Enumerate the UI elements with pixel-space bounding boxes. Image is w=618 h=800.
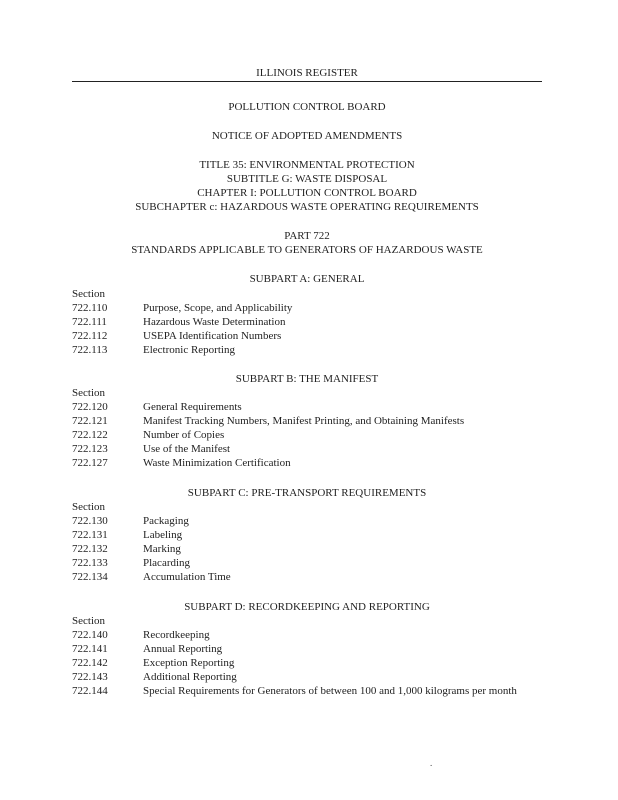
section-number: 722.132 <box>72 543 108 555</box>
section-number: 722.142 <box>72 657 108 669</box>
section-label: Section <box>72 288 105 300</box>
section-number: 722.112 <box>72 330 108 342</box>
section-title: Hazardous Waste Determination <box>143 316 286 328</box>
header-rule <box>72 81 542 82</box>
section-row <box>72 315 532 329</box>
section-title: Special Requirements for Generators of between 100 and 1,000 kilograms per month <box>143 685 517 697</box>
section-title: USEPA Identification Numbers <box>143 330 282 342</box>
section-list <box>72 301 532 357</box>
section-label: Section <box>72 501 105 513</box>
section-title: Additional Reporting <box>143 671 237 683</box>
section-title: Waste Minimization Certification <box>143 457 291 469</box>
section-number: 722.110 <box>72 302 108 314</box>
section-number: 722.134 <box>72 571 108 583</box>
section-row <box>72 414 532 428</box>
section-row <box>72 428 532 442</box>
subpart-heading: SUBPART A: GENERAL <box>249 273 365 285</box>
subpart-heading: SUBPART C: PRE-TRANSPORT REQUIREMENTS <box>187 487 427 499</box>
section-number: 722.127 <box>72 457 108 469</box>
part-title: STANDARDS APPLICABLE TO GENERATORS OF HAZARDOUS WASTE <box>131 244 483 256</box>
section-number: 722.131 <box>72 529 108 541</box>
section-row <box>72 442 532 456</box>
section-number: 722.144 <box>72 685 108 697</box>
section-title: Placarding <box>143 557 191 569</box>
section-row <box>72 329 532 343</box>
section-row <box>72 642 532 656</box>
section-number: 722.113 <box>72 344 108 356</box>
section-row <box>72 514 532 528</box>
subchapter-line: SUBCHAPTER c: HAZARDOUS WASTE OPERATING REQUIREMENTS <box>135 201 479 213</box>
section-title: Labeling <box>143 529 183 541</box>
section-number: 722.140 <box>72 629 108 641</box>
section-row <box>72 684 532 698</box>
section-row <box>72 301 532 315</box>
section-label: Section <box>72 387 105 399</box>
section-title: Use of the Manifest <box>143 443 231 455</box>
section-title: Number of Copies <box>143 429 225 441</box>
section-row <box>72 556 532 570</box>
section-number: 722.143 <box>72 671 108 683</box>
section-number: 722.123 <box>72 443 108 455</box>
section-title: Packaging <box>143 515 189 527</box>
section-label: Section <box>72 615 105 627</box>
section-number: 722.122 <box>72 429 108 441</box>
section-row <box>72 628 532 642</box>
section-number: 722.141 <box>72 643 108 655</box>
part-number: PART 722 <box>284 230 330 242</box>
title-line: TITLE 35: ENVIRONMENTAL PROTECTION <box>199 159 415 171</box>
section-row <box>72 528 532 542</box>
section-list <box>72 628 532 698</box>
section-number: 722.111 <box>72 316 107 328</box>
section-row <box>72 542 532 556</box>
section-row <box>72 570 532 584</box>
section-title: Purpose, Scope, and Applicability <box>143 302 293 314</box>
page-mark: . <box>430 758 433 768</box>
section-title: Annual Reporting <box>143 643 223 655</box>
section-number: 722.130 <box>72 515 108 527</box>
subtitle-line: SUBTITLE G: WASTE DISPOSAL <box>226 173 388 185</box>
section-title: Exception Reporting <box>143 657 235 669</box>
section-row <box>72 343 532 357</box>
register-header: ILLINOIS REGISTER <box>256 67 358 79</box>
chapter-line: CHAPTER I: POLLUTION CONTROL BOARD <box>197 187 417 199</box>
section-row <box>72 456 532 470</box>
section-title: General Requirements <box>143 401 242 413</box>
section-row <box>72 670 532 684</box>
section-title: Manifest Tracking Numbers, Manifest Printing, and Obtaining Manifests <box>143 415 465 427</box>
section-list <box>72 400 532 470</box>
section-number: 722.121 <box>72 415 108 427</box>
section-list <box>72 514 532 584</box>
board-name: POLLUTION CONTROL BOARD <box>228 101 386 113</box>
subpart-heading: SUBPART B: THE MANIFEST <box>235 373 379 385</box>
section-title: Marking <box>143 543 181 555</box>
section-number: 722.133 <box>72 557 108 569</box>
notice-heading: NOTICE OF ADOPTED AMENDMENTS <box>211 130 403 142</box>
section-row <box>72 400 532 414</box>
section-number: 722.120 <box>72 401 108 413</box>
section-title: Accumulation Time <box>143 571 231 583</box>
section-title: Electronic Reporting <box>143 344 235 356</box>
section-row <box>72 656 532 670</box>
section-title: Recordkeeping <box>143 629 210 641</box>
subpart-heading: SUBPART D: RECORDKEEPING AND REPORTING <box>184 601 430 613</box>
